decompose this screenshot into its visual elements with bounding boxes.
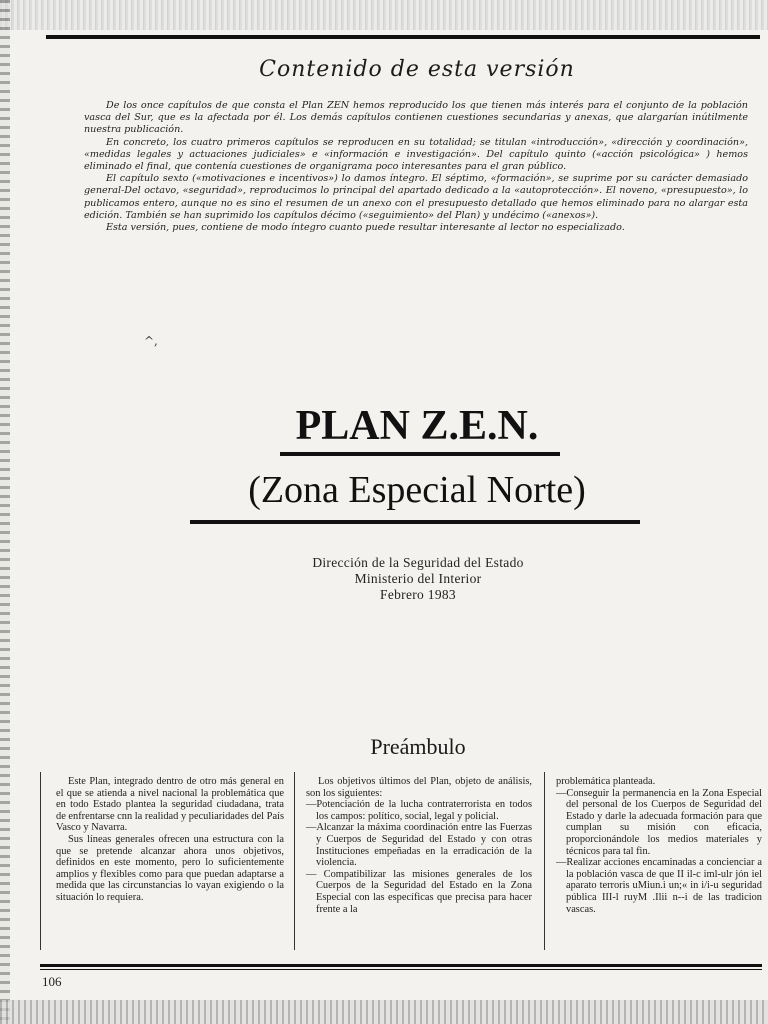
contents-paragraph: Esta versión, pues, contiene de modo íntegro cuanto puede resultar interesante al lector no especializado. [106, 222, 625, 234]
objective-item: —Realizar acciones encaminadas a concienciar a la población vasca de que II il-c iml-ulr jón iel aparato terroris uMiun.i un;« in i/i-u seguridad pública III-l ruyM .Ilii n--i de las tradicion vascas. [556, 857, 762, 915]
page-number: 106 [42, 974, 62, 989]
scan-edge-top [0, 0, 768, 30]
scan-edge-bottom [0, 1000, 768, 1024]
objective-item: —Alcanzar la máxima coordinación entre las Fuerzas y Cuerpos de Seguridad del Estado y con otras Instituciones empeñadas en la erradicación de la violencia. [306, 822, 532, 869]
objectives-intro: Los objetivos últimos del Plan, objeto de análisis, son los siguientes: [306, 776, 532, 799]
subtitle: (Zona Especial Norte) [248, 469, 586, 511]
preamble-paragraph: Sus líneas generales ofrecen una estructura con la que se pretende alcanzar ahora unos objetivos, definidos en este momento, pero lo suficientemente amplios y flexibles como para que puedan adaptarse a medida que las circunstancias lo vayan exigiendo o la situación lo requiera. [56, 833, 284, 903]
main-title: PLAN Z.E.N. [295, 403, 539, 449]
preamble-column-1 [56, 776, 284, 904]
issuer-ministry: Ministerio del Interior [354, 571, 482, 586]
objective-continuation: problemática planteada. [556, 776, 656, 787]
scan-edge-left [0, 0, 10, 1024]
subtitle-underline [190, 520, 640, 524]
issuer-block [250, 555, 586, 603]
bottom-rule-thin [40, 969, 762, 970]
issue-date: Febrero 1983 [380, 587, 456, 602]
contents-paragraph: El capítulo sexto («motivaciones e incentivos») lo damos íntegro. El séptimo, «formación», se suprime por su carácter demasiado general-Del octavo, «seguridad», reproducimos lo principal del apartado dedicado a la «autoprotección». El noveno, «presupuesto», lo publicamos entero, aunque no es sino el resumen de un anexo con el presupuesto detallado que hemos eliminado para no alargar esta edición. También se han suprimido los capítulos décimo («seguimiento» del Plan) y undécimo («anexos»). [84, 173, 748, 221]
objective-item: —Potenciación de la lucha contraterrorista en todos los campos: político, social, legal y policial. [306, 799, 532, 822]
objective-item: — Compatibilizar las misiones generales de los Cuerpos de la Seguridad del Estado en la Zona Especial con las específicas que precisa para hacer frente a la [306, 868, 532, 915]
column-rule [40, 772, 41, 950]
column-rule [544, 772, 545, 950]
preamble-column-3 [556, 776, 762, 915]
contents-paragraph: De los once capítulos de que consta el Plan ZEN hemos reproducido los que tienen más interés para el conjunto de la población vasca del Sur, que es la afectada por él. Los demás capítulos contienen cuestiones secundarias y anexas, que alargarían inútilmente nuestra publicación. [84, 100, 748, 136]
top-rule [46, 35, 760, 39]
bottom-rule [40, 964, 762, 967]
contents-intro [84, 100, 748, 234]
contents-title: Contenido de esta versión [259, 57, 575, 82]
preamble-column-2 [306, 776, 532, 915]
title-underline [280, 452, 560, 456]
stray-mark: ^, [144, 334, 158, 348]
preamble-paragraph: Este Plan, integrado dentro de otro más general en el que se atienda a nivel nacional la problemática que en todo Estado plantea la seguridad ciudadana, trata de enfrentarse cnn la realidad y peculiaridades del País Vasco y Navarra. [56, 776, 284, 834]
column-rule [294, 772, 295, 950]
objective-item: —Conseguir la permanencia en la Zona Especial del personal de los Cuerpos de Seguridad del Estado y darle la adecuada formación para que cumplan su misión con eficacia, proporcionándole los medios materiales y técnicos para tal fin. [556, 787, 762, 857]
contents-paragraph: En concreto, los cuatro primeros capítulos se reproducen en su totalidad; se titulan «introducción», «dirección y coordinación», «medidas legales y actuaciones judiciales» e «información e investigación». Del capítulo quinto («acción psicológica» ) hemos eliminado el final, que contenía cuestiones de organigrama poco interesantes para el gran público. [84, 136, 748, 173]
preamble-heading: Preámbulo [370, 734, 466, 759]
issuer-directorate: Dirección de la Seguridad del Estado [312, 555, 524, 570]
